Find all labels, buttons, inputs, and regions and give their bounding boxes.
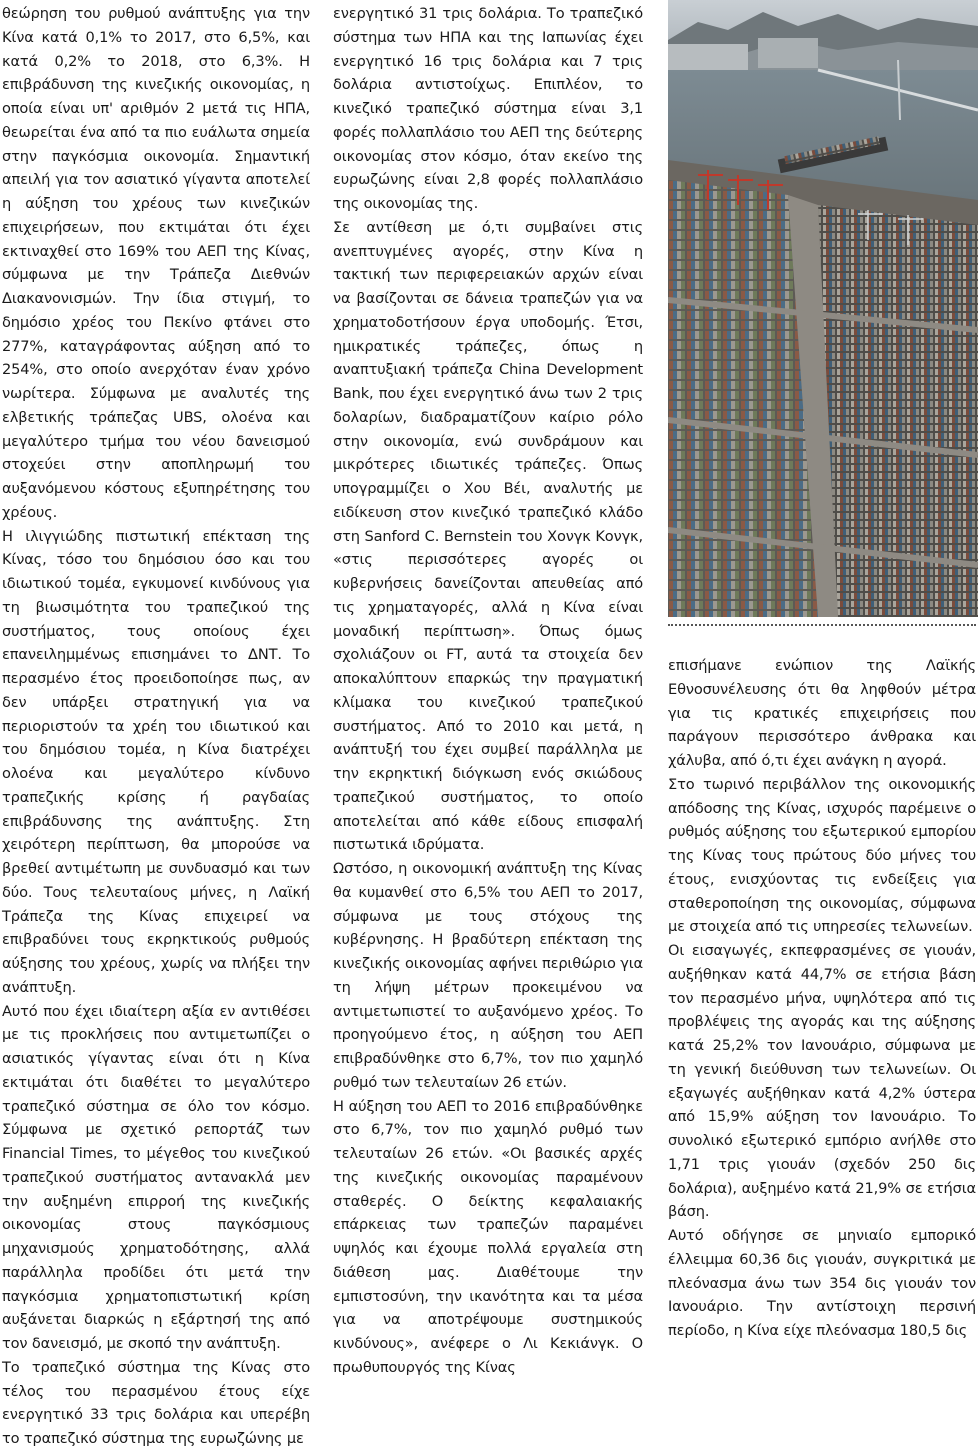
paragraph: Οι εισαγωγές, εκπεφρασμένες σε γιουάν, αυξήθηκαν κατά 44,7% σε ετήσια βάση τον περασμένο μήνα, υψηλότερα από τις προβλέψεις της αγοράς και της αύξησης κατά 25,2% τον Ιανουάριο, σύμφωνα με τη γενική διεύθυνση των τελωνείων. Οι εξαγωγές αυξήθηκαν κατά 4,2% ύστερα από 15,9% αύξηση τον Ιανουάριο. Το συνολικό εξωτερικό εμπόριο ανήλθε στο 1,71 τρις γιουάν (σχεδόν 250 δις δολάρια), αυξημένο κατά 21,9% σε ετήσια βάση. [668,942,976,1221]
paragraph: Ωστόσο, η οικονομική ανάπτυξη της Κίνας θα κυμανθεί στο 6,5% του ΑΕΠ το 2017, σύμφωνα με τους στόχους της κυβέρνησης. Η βραδύτερη επέκταση της κινεζικής οικονομίας αφήνει περιθώριο για τη λήψη μέτρων προκειμένου να αντιμετωπιστεί το αυξανόμενο χρέος. Το προηγούμενο έτος, η αύξηση του ΑΕΠ επιβραδύνθηκε στο 6,7%, τον πιο χαμηλό ρυθμό των τελευταίων 26 ετών. [333,860,643,1091]
paragraph: Στο τωρινό περιβάλλον της οικονομικής απόδοσης της Κίνας, ισχυρός παρέμεινε ο ρυθμός αύξησης του εξωτερικού εμπορίου της Κίνας τους πρώτους δύο μήνες του έτους, ενισχύοντας τις ενδείξεις για σταθεροποίηση της οικονομίας, σύμφωνα με στοιχεία από τις υπηρεσίες τελωνείων. [668,775,976,936]
paragraph: επισήμανε ενώπιον της Λαϊκής Εθνοσυνέλευσης ότι θα ληφθούν μέτρα για τις κρατικές επιχειρήσεις που παράγουν περισσότερο άνθρακα και χάλυβα, από ό,τι έχει ανάγκη η αγορά. [668,657,976,769]
paragraph: Σε αντίθεση με ό,τι συμβαίνει στις ανεπτυγμένες αγορές, στην Κίνα η τακτική των περιφερειακών αρχών είναι να βασίζονται σε δάνεια τραπεζών για να χρηματοδοτήσουν έργα υποδομής. Έτσι, ημικρατικές τράπεζες, όπως η αναπτυξιακή τράπεζα China Development Bank, που έχει ενεργητικό άνω των 2 τρις δολαρίων, διαδραματίζουν καίριο ρόλο στην οικονομία, ενώ συνδράμουν και μικρότερες ιδιωτικές τράπεζες. Όπως υπογραμμίζει ο Χου Βέι, αναλυτής με ειδίκευση στον κινεζικό τραπεζικό κλάδο στη Sanford C. Bernstein του Χονγκ Κονγκ, «στις περισσότερες αγορές οι κυβερνήσεις δανείζονται απευθείας από τις χρηματαγορές, αλλά η Κίνα είναι μοναδική περίπτωση». Όπως όμως σχολιάζουν οι FT, αυτά τα στοιχεία δεν αποκαλύπτουν επαρκώς την πραγματική κλίμακα του κινεζικού τραπεζικού συστήματος. Από το 2010 και μετά, η ανάπτυξή του έχει συμβεί παράλληλα με την εκρηκτική διόγκωση ενός σκιώδους τραπεζικού συστήματος, το οποίο αποτελείται από κάθε είδους επισφαλή πιστωτικά ιδρύματα. [333,218,643,854]
paragraph: Το τραπεζικό σύστημα της Κίνας στο τέλος του περασμένου έτους είχε ενεργητικό 33 τρις δολάρια και υπερέβη το τραπεζικό σύστημα της ευρωζώνης με [2,1358,310,1447]
article-column-2 [333,2,643,1380]
dotted-separator [668,624,976,626]
article-column-3 [668,654,976,1343]
paragraph: Η ιλιγγιώδης πιστωτική επέκταση της Κίνας, τόσο του δημόσιου όσο και του ιδιωτικού τομέα, εγκυμονεί κινδύνους για τη βιωσιμότητα του τραπεζικού της συστήματος, τους οποίους έχει επανειλημμένως επισημάνει το ΔΝΤ. Το περασμένο έτος προειδοποίησε πως, αν δεν υπάρξει στρατηγική για να περιοριστούν τα χρέη του ιδιωτικού και του δημόσιου τομέα, η Κίνα διατρέχει ολοένα και μεγαλύτερο κίνδυνο τραπεζικής κρίσης ή ραγδαίας επιβράδυνσης της ανάπτυξης. Στη χειρότερη περίπτωση, θα μπορούσε να βρεθεί αντιμέτωπη με συνδυασμό και των δύο. Τους τελευταίους μήνες, η Λαϊκή Τράπεζα της Κίνας επιχειρεί να επιβραδύνει τους εκρηκτικούς ρυθμούς αύξησης του χρέους, χωρίς να πλήξει την ανάπτυξη. [2,527,310,996]
paragraph: Αυτό οδήγησε σε μηνιαίο εμπορικό έλλειμμα 60,36 δις γιουάν, συγκριτικά με πλεόνασμα άνω των 354 δις γιουάν τον Ιανουάριο. Την αντίστοιχη περσινή περίοδο, η Κίνα είχε πλεόνασμα 180,5 δις [668,1227,976,1339]
harbor-container-port-photo [668,0,978,617]
paragraph: Αυτό που έχει ιδιαίτερη αξία εν αντιθέσει με τις προκλήσεις που αντιμετωπίζει ο ασιατικός γίγαντας είναι ότι η Κίνα εκτιμάται ότι διαθέτει το μεγαλύτερο τραπεζικό σύστημα σε όλο τον κόσμο. Σύμφωνα με σχετικό ρεπορτάζ των Financial Times, το μέγεθος του κινεζικού τραπεζικού συστήματος αντανακλά μεν την αυξημένη επιρροή της κινεζικής οικονομίας στους παγκόσμιους μηχανισμούς χρηματοδότησης, αλλά παράλληλα προδίδει ότι μετά την παγκόσμια χρηματοπιστωτική κρίση αυξάνεται διαρκώς η εξάρτησή της από τον δανεισμό, με σκοπό την ανάπτυξη. [2,1002,310,1352]
paragraph: θεώρηση του ρυθμού ανάπτυξης για την Κίνα κατά 0,1% το 2017, στο 6,5%, και κατά 0,2% το 2018, στο 6,3%. Η επιβράδυνση της κινεζικής οικονομίας, η οποία είναι υπ' αριθμόν 2 μετά τις ΗΠΑ, θεωρείται ένα από τα πιο ευάλωτα σημεία στην παγκόσμια οικονομία. Σημαντική απειλή για τον ασιατικό γίγαντα αποτελεί η αύξηση του χρέους των κινεζικών επιχειρήσεων, που εκτιμάται ότι έχει εκτιναχθεί στο 169% του ΑΕΠ της Κίνας, σύμφωνα με την Τράπεζα Διεθνών Διακανονισμών. Την ίδια στιγμή, το δημόσιο χρέος του Πεκίνο φτάνει στο 277%, καταγράφοντας αύξηση από το 254%, στο οποίο ανερχόταν έναν χρόνο νωρίτερα. Σύμφωνα με αναλυτές της ελβετικής τράπεζας UBS, ολοένα και μεγαλύτερο τμήμα του νέου δανεισμού στοχεύει στην αποπληρωμή του αυξανόμενου κόστους εξυπηρέτησης του χρέους. [2,5,310,521]
paragraph: ενεργητικό 31 τρις δολάρια. Το τραπεζικό σύστημα των ΗΠΑ και της Ιαπωνίας έχει ενεργητικό 16 τρις δολάρια και 7 τρις δολάρια αντιστοίχως. Επιπλέον, το κινεζικό τραπεζικό σύστημα είναι 3,1 φορές πολλαπλάσιο του ΑΕΠ της δεύτερης οικονομίας στον κόσμο, όταν εκείνο της ευρωζώνης είναι 2,8 φορές πολλαπλάσιο της οικονομίας της. [333,5,643,212]
paragraph: Η αύξηση του ΑΕΠ το 2016 επιβραδύνθηκε στο 6,7%, τον πιο χαμηλό ρυθμό των τελευταίων 26 ετών. «Οι βασικές αρχές της κινεζικής οικονομίας παραμένουν σταθερές. Ο δείκτης κεφαλαιακής επάρκειας των τραπεζών παραμένει υψηλός και έχουμε πολλά εργαλεία στη διάθεση μας. Διαθέτουμε την εμπιστοσύνη, την ικανότητα και τα μέσα για να αποτρέψουμε συστημικούς κινδύνους», ανέφερε ο Λι Κεκιάνγκ. Ο πρωθυπουργός της Κίνας [333,1097,643,1376]
article-column-1 [2,2,310,1451]
